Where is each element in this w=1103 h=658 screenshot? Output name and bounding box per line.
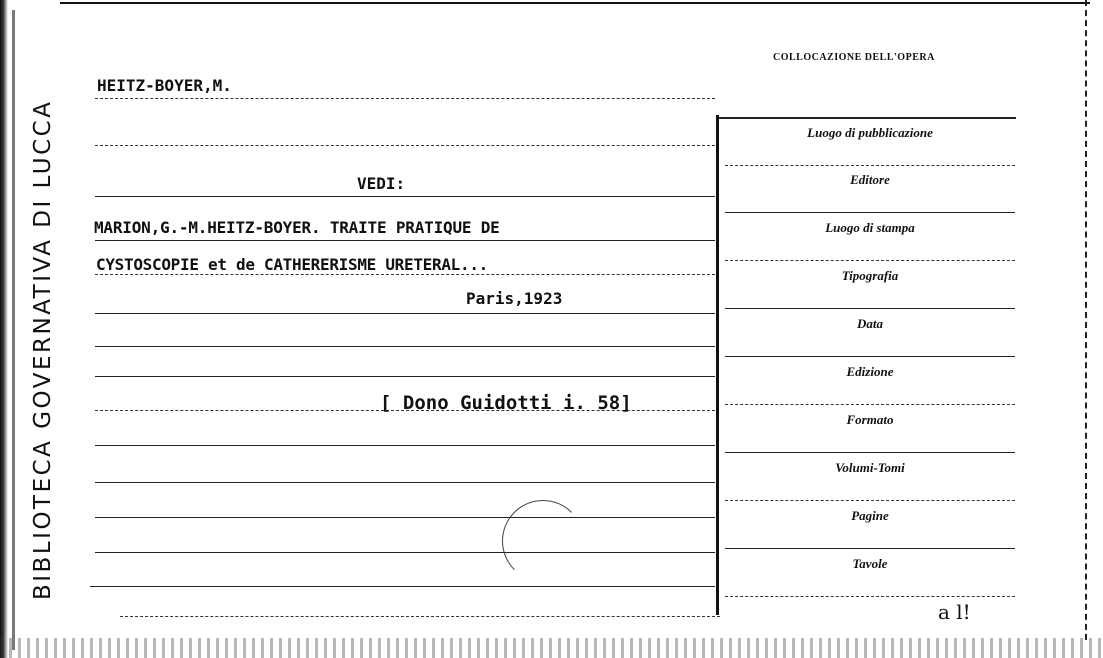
field-label: Data: [857, 316, 883, 331]
field-label: Editore: [850, 172, 890, 187]
entry-line-1: MARION,G.-M.HEITZ-BOYER. TRAITE PRATIQUE DE: [94, 218, 500, 237]
rule: [90, 586, 715, 587]
rule: [95, 517, 715, 518]
rule: [95, 313, 715, 314]
provenance-note: [ Dono Guidotti i. 58]: [380, 392, 632, 414]
field-label: Tavole: [852, 556, 888, 571]
rule: [95, 98, 715, 99]
rule: [725, 500, 1015, 501]
rule: [95, 145, 715, 146]
rule: [725, 596, 1015, 597]
field-label: Luogo di pubblicazione: [807, 125, 933, 140]
field-label: Luogo di stampa: [825, 220, 915, 235]
punch-hole: [502, 500, 584, 582]
rule: [725, 212, 1015, 213]
rule: [725, 356, 1015, 357]
card-left-edge: [0, 0, 8, 658]
field-label: Formato: [846, 412, 894, 427]
rule: [95, 240, 715, 241]
column-header: COLLOCAZIONE DELL'OPERA: [773, 52, 935, 63]
field-label: Pagine: [851, 508, 889, 523]
rule: [95, 196, 715, 197]
rule: [725, 548, 1015, 549]
card-top-border: [60, 2, 1090, 4]
imprint: Paris,1923: [466, 289, 563, 308]
rule: [120, 616, 720, 617]
card-bottom-edge: [0, 638, 1103, 658]
rule: [95, 552, 715, 553]
rule: [725, 260, 1015, 261]
field-label: Edizione: [846, 364, 894, 379]
rule: [725, 452, 1015, 453]
column-divider: [716, 115, 719, 615]
rule: [95, 482, 715, 483]
rule: [95, 376, 715, 377]
author-heading: HEITZ-BOYER,M.: [97, 76, 232, 95]
rule: [725, 165, 1015, 166]
library-name: BIBLIOTECA GOVERNATIVA DI LUCCA: [30, 99, 56, 600]
rule: [725, 404, 1015, 405]
rule: [95, 274, 715, 275]
handwritten-mark: a l!: [938, 600, 971, 624]
field-label: Volumi-Tomi: [835, 460, 905, 475]
card-right-border: [1085, 0, 1090, 640]
column-top-rule: [718, 117, 1016, 119]
rule: [95, 346, 715, 347]
entry-line-2: CYSTOSCOPIE et de CATHERERISME URETERAL...: [96, 255, 488, 274]
rule: [725, 308, 1015, 309]
see-label: VEDI:: [357, 174, 406, 193]
field-label: Tipografia: [841, 268, 899, 283]
card-left-border: [12, 10, 15, 650]
rule: [95, 445, 715, 446]
